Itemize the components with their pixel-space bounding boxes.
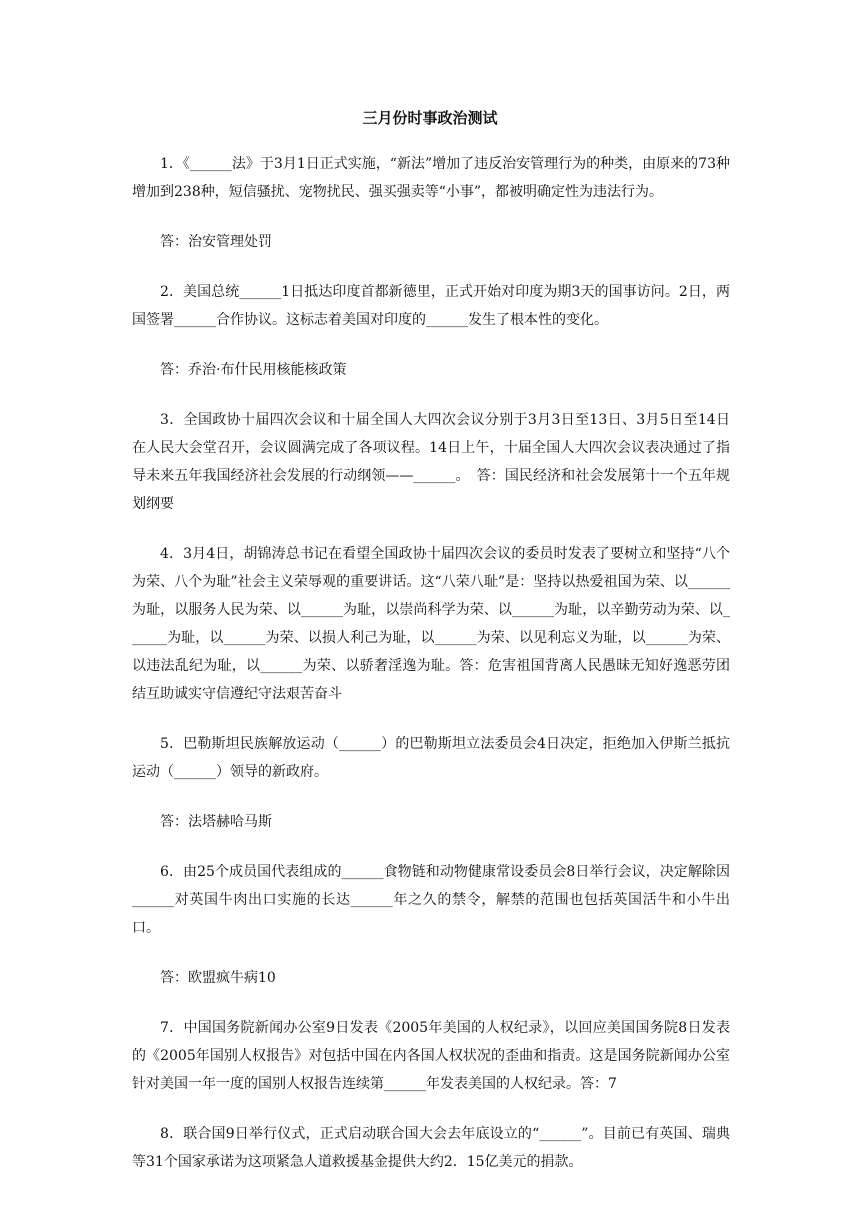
question-3: 3．全国政协十届四次会议和十届全国人大四次会议分别于3月3日至13日、3月5日至14日在人民大会堂召开，会议圆满完成了各项议程。14日上午，十届全国人大四次会议表决通过了指导未来五年我国经济社会发展的行动纲领——______。 答：国民经济和社会发展第十一个五年规划纲要 (132, 412, 730, 512)
question-1: 1．《______法》于3月1日正式实施，“新法”增加了违反治安管理行为的种类，由原来的73种增加到238种，短信骚扰、宠物扰民、强买强卖等“小事”，都被明确定性为违法行为。 (132, 156, 730, 200)
document-title: 三月份时事政治测试 (362, 109, 498, 127)
answer-5: 答：法塔赫哈马斯 (160, 814, 272, 830)
question-4: 4．3月4日，胡锦涛总书记在看望全国政协十届四次会议的委员时发表了要树立和坚持“八个为荣、八个为耻”社会主义荣辱观的重要讲话。这“八荣八耻”是：坚持以热爱祖国为荣、以______为耻，以服务人民为荣、以______为耻，以崇尚科学为荣、以______为耻，以辛勤劳动为荣、以______为耻，以______为荣、以损人利己为耻，以______为荣、以见利忘义为耻，以______为荣、以违法乱纪为耻，以______为荣、以骄奢淫逸为耻。答：危害祖国背离人民愚昧无知好逸恶劳团结互助诚实守信遵纪守法艰苦奋斗 (132, 546, 730, 702)
answer-1: 答：治安管理处罚 (160, 234, 272, 250)
question-6: 6．由25个成员国代表组成的______食物链和动物健康常设委员会8日举行会议，决定解除因______对英国牛肉出口实施的长达______年之久的禁令，解禁的范围也包括英国活牛和小牛出口。 (132, 864, 730, 936)
question-2: 2．美国总统______1日抵达印度首都新德里，正式开始对印度为期3天的国事访问。2日，两国签署______合作协议。这标志着美国对印度的______发生了根本性的变化。 (132, 284, 730, 328)
answer-2: 答：乔治·布什民用核能核政策 (160, 362, 347, 378)
question-5: 5．巴勒斯坦民族解放运动（______）的巴勒斯坦立法委员会4日决定，拒绝加入伊斯兰抵抗运动（______）领导的新政府。 (132, 736, 730, 780)
document-body (132, 150, 730, 1198)
answer-6: 答：欧盟疯牛病10 (160, 970, 276, 986)
question-7: 7．中国国务院新闻办公室9日发表《2005年美国的人权纪录》，以回应美国国务院8日发表的《2005年国别人权报告》对包括中国在内各国人权状况的歪曲和指责。这是国务院新闻办公室针对美国一年一度的国别人权报告连续第______年发表美国的人权纪录。答：7 (132, 1020, 730, 1092)
question-8: 8．联合国9日举行仪式，正式启动联合国大会去年底设立的“______”。目前已有英国、瑞典等31个国家承诺为这项紧急人道救援基金提供大约2．15亿美元的捐款。 (132, 1126, 730, 1170)
